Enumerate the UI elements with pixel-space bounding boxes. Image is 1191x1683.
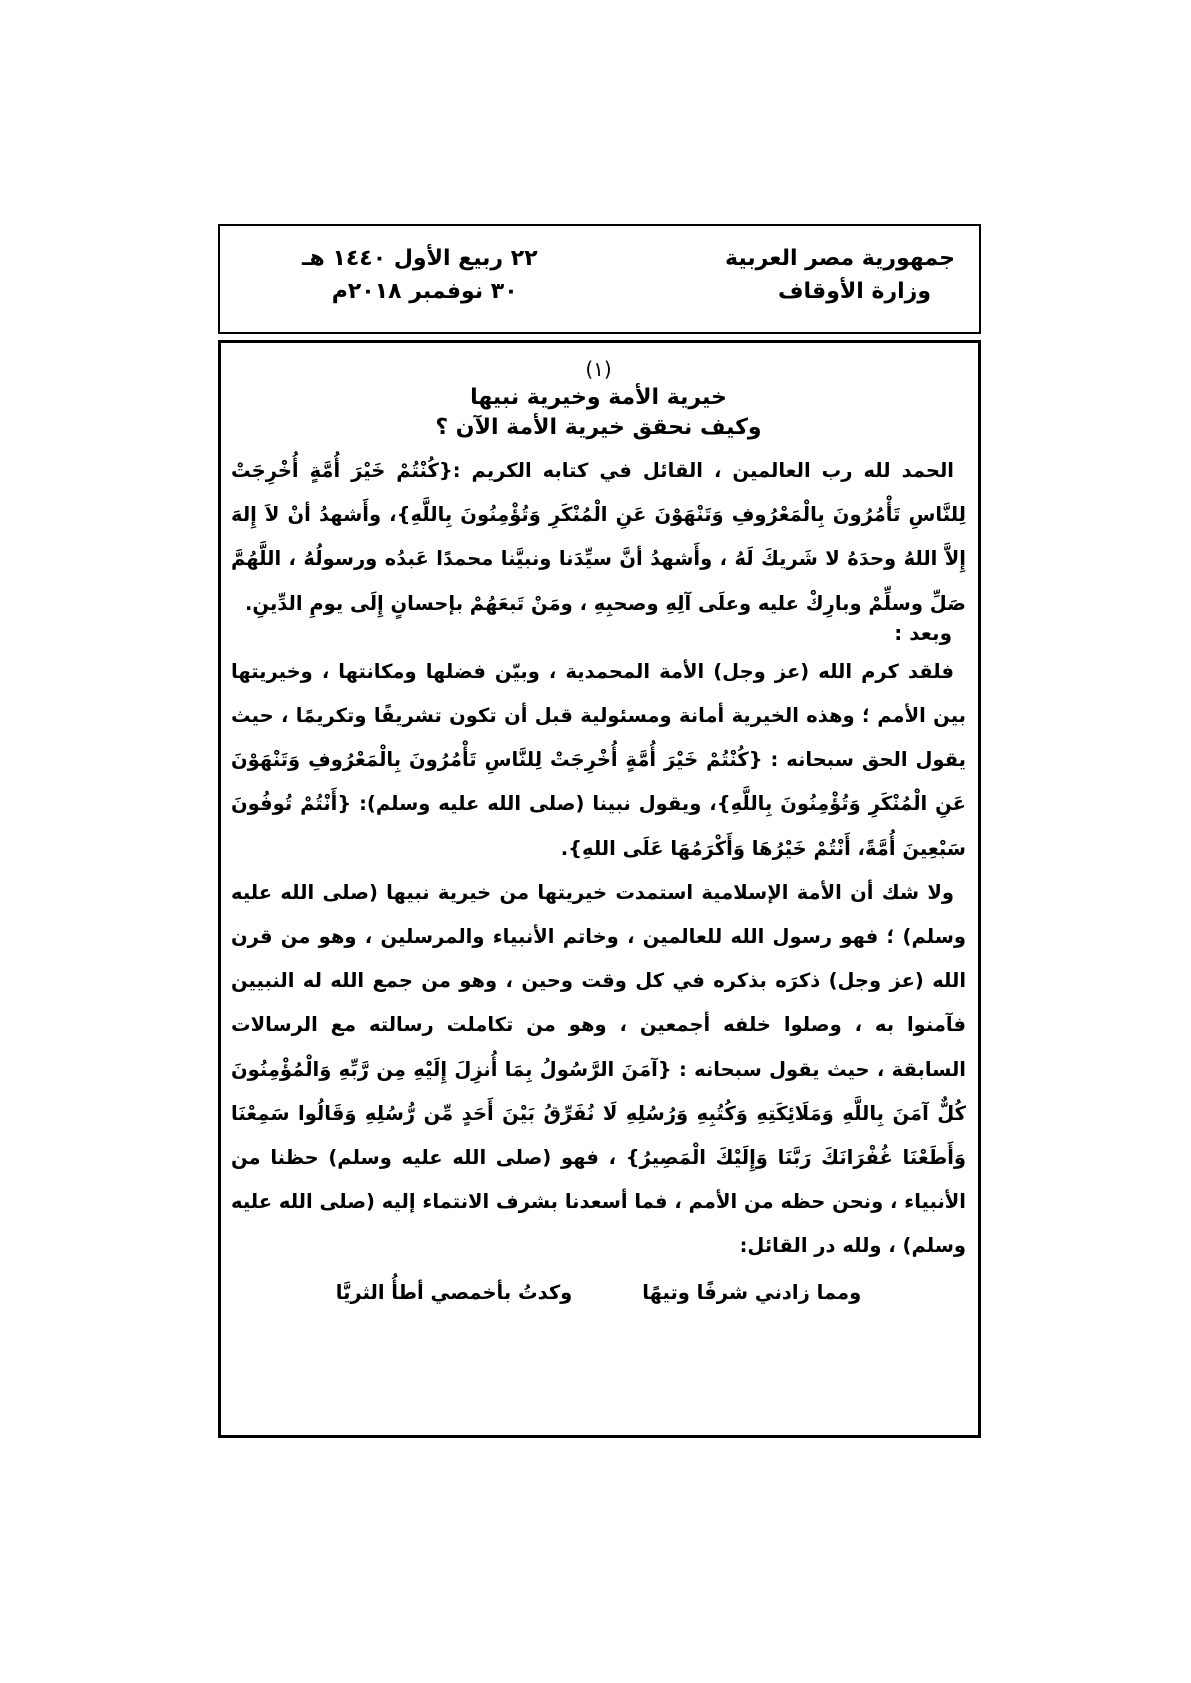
sermon-number: (١) — [585, 357, 612, 381]
opening-paragraph-text: الحمد لله رب العالمين ، القائل في كتابه الكريم :{كُنْتُمْ خَيْرَ أُمَّةٍ أُخْرِجَتْ لِلنَّاسِ تَأْمُرُونَ بِالْمَعْرُوفِ وَتَنْهَوْنَ عَنِ الْمُنْكَرِ وَتُؤْمِنُونَ بِاللَّهِ}، وأَشهدُ أنْ لاَ إِلهَ إِلاَّ اللهُ وحدَهُ لا شَريكَ لَهُ ، وأَشهدُ أنَّ سيِّدَنا ونبيَّنا محمدًا عَبدُه ورسولُهُ ، اللَّهُمَّ صَلِّ وسلِّمْ وبارِكْ عليه وعلَى آلِهِ وصحبِهِ ، ومَنْ تَبعَهُمْ بإحسانٍ إِلَى يومِ الدِّينِ. — [231, 459, 966, 615]
poem-second-hemistich: وكدتُ بأخمصي أطأُ الثريَّا — [335, 1280, 573, 1304]
hijri-date: ٢٢ ربيع الأول ١٤٤٠ هـ — [302, 246, 538, 271]
document-header — [218, 224, 981, 334]
body-paragraph-2-text: ولا شك أن الأمة الإسلامية استمدت خيريتها من خيرية نبيها (صلى الله عليه وسلم) ؛ فهو رسول الله للعالمين ، وخاتم الأنبياء والمرسلين ، وهو من قرن الله (عز وجل) ذكرَه بذكره في كل وقت وحين ، وهو من جمع الله له النبيين فآمنوا به ، وصلوا خلفه أجمعين ، وهو من تكاملت رسالته مع الرسالات السابقة ، حيث يقول سبحانه : {آمَنَ الرَّسُولُ بِمَا أُنزِلَ إِلَيْهِ مِن رَّبِّهِ وَالْمُؤْمِنُونَ كُلٌّ آمَنَ بِاللَّهِ وَمَلَائِكَتِهِ وَكُتُبِهِ وَرُسُلِهِ لَا نُفَرِّقُ بَيْنَ أَحَدٍ مِّن رُّسُلِهِ وَقَالُوا سَمِعْنَا وَأَطَعْنَا غُفْرَانَكَ رَبَّنَا وَإِلَيْكَ الْمَصِيرُ} ، فهو (صلى الله عليه وسلم) حظنا من الأنبياء ، ونحن حظه من الأمم ، فما أسعدنا بشرف الانتماء إليه (صلى الله عليه وسلم) ، ولله در القائل: — [231, 880, 966, 1258]
wabad-heading: وبعد : — [894, 620, 952, 645]
sermon-title-line2: وكيف نحقق خيرية الأمة الآن ؟ — [435, 415, 762, 440]
opening-paragraph — [231, 449, 966, 626]
sermon-title-line1: خيرية الأمة وخيرية نبيها — [470, 385, 727, 410]
country-name: جمهورية مصر العربية — [725, 246, 955, 271]
ministry-name: وزارة الأوقاف — [777, 279, 931, 304]
issuer-block — [725, 242, 955, 308]
body-paragraph-1 — [231, 650, 966, 871]
poem-first-hemistich: ومما زادني شرفًا وتيهًا — [642, 1280, 862, 1304]
date-block — [302, 242, 538, 308]
gregorian-date: ٣٠ نوفمبر ٢٠١٨م — [331, 279, 518, 304]
body-paragraph-1-text: فلقد كرم الله (عز وجل) الأمة المحمدية ، وبيّن فضلها ومكانتها ، وخيريتها بين الأمم ؛ وهذه الخيرية أمانة ومسئولية قبل أن تكون تشريفًا وتكريمًا ، حيث يقول الحق سبحانه : {كُنْتُمْ خَيْرَ أُمَّةٍ أُخْرِجَتْ لِلنَّاسِ تَأْمُرُونَ بِالْمَعْرُوفِ وَتَنْهَوْنَ عَنِ الْمُنْكَرِ وَتُؤْمِنُونَ بِاللَّهِ}، ويقول نبينا (صلى الله عليه وسلم): {أَنْتُمْ تُوفُونَ سَبْعِينَ أُمَّةً، أَنْتُمْ خَيْرُهَا وَأَكْرَمُهَا عَلَى اللهِ}. — [231, 659, 966, 860]
body-paragraph-2 — [231, 871, 966, 1269]
poem-verse — [231, 1271, 966, 1315]
sermon-frame — [218, 340, 981, 1438]
sermon-body — [231, 355, 966, 1315]
